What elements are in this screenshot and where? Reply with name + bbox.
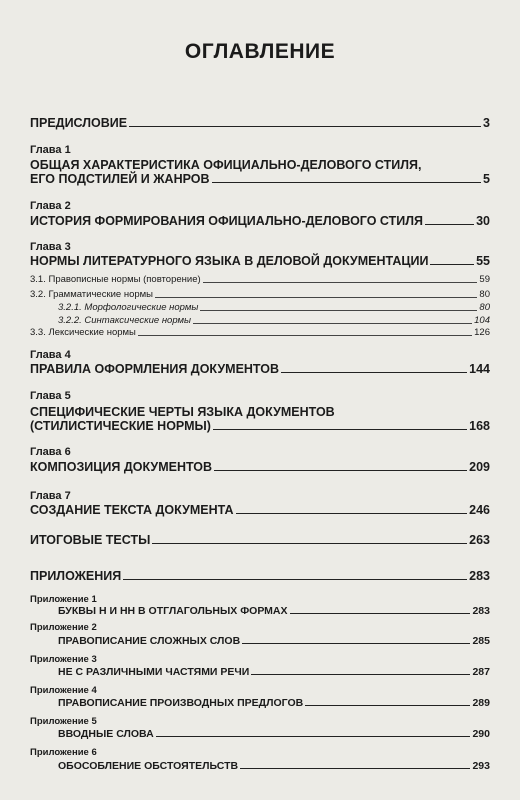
- toc-label-line2: ЕГО ПОДСТИЛЕЙ И ЖАНРОВ: [30, 172, 210, 186]
- page-title: ОГЛАВЛЕНИЕ: [184, 40, 336, 63]
- toc-label: ИСТОРИЯ ФОРМИРОВАНИЯ ОФИЦИАЛЬНО-ДЕЛОВОГО СТИЛЯ: [30, 214, 424, 228]
- dot-leader: [212, 182, 482, 183]
- dot-leader: [155, 297, 477, 298]
- dot-leader: [152, 543, 467, 544]
- dot-leader: [214, 470, 467, 471]
- chapter-number: Глава 3: [30, 241, 71, 253]
- appendix-number: Приложение 2: [30, 622, 97, 633]
- toc-page: 104: [474, 315, 490, 326]
- toc-label-line1: СПЕЦИФИЧЕСКИЕ ЧЕРТЫ ЯЗЫКА ДОКУМЕНТОВ: [30, 405, 335, 419]
- toc-label: ОБОСОБЛЕНИЕ ОБСТОЯТЕЛЬСТВ: [58, 760, 239, 772]
- toc-label: 3.3. Лексические нормы: [30, 327, 136, 338]
- toc-page: 287: [472, 666, 490, 678]
- toc-entry-appendix-5[interactable]: [58, 728, 490, 740]
- toc-entry-appendix-4[interactable]: [58, 697, 490, 709]
- toc-entry-chapter-2[interactable]: [30, 214, 490, 228]
- toc-subentry[interactable]: [30, 327, 490, 338]
- dot-leader: [251, 674, 470, 675]
- toc-page: 290: [472, 728, 490, 740]
- toc-label: СОЗДАНИЕ ТЕКСТА ДОКУМЕНТА: [30, 503, 234, 517]
- toc-label-line1: ОБЩАЯ ХАРАКТЕРИСТИКА ОФИЦИАЛЬНО-ДЕЛОВОГО СТИЛЯ,: [30, 158, 422, 172]
- toc-subsubentry[interactable]: [58, 302, 490, 313]
- appendix-number: Приложение 6: [30, 747, 97, 758]
- toc-page: 209: [469, 460, 490, 474]
- toc-entry-appendix-1[interactable]: [58, 605, 490, 617]
- toc-label: ПРИЛОЖЕНИЯ: [30, 569, 122, 583]
- dot-leader: [138, 335, 472, 336]
- dot-leader: [430, 264, 474, 265]
- toc-label: 3.2.1. Морфологические нормы: [58, 302, 199, 313]
- toc-entry-preface[interactable]: [30, 116, 490, 130]
- toc-subsubentry[interactable]: [58, 315, 490, 326]
- toc-label: 3.2. Грамматические нормы: [30, 289, 153, 300]
- toc-page: 30: [476, 214, 490, 228]
- toc-subentry[interactable]: [30, 289, 490, 300]
- toc-label: НЕ С РАЗЛИЧНЫМИ ЧАСТЯМИ РЕЧИ: [58, 666, 250, 678]
- appendix-number: Приложение 3: [30, 654, 97, 665]
- toc-entry-appendix-3[interactable]: [58, 666, 490, 678]
- toc-label: ПРАВОПИСАНИЕ СЛОЖНЫХ СЛОВ: [58, 635, 241, 647]
- toc-entry-chapter-1[interactable]: [30, 172, 490, 186]
- toc-subentry[interactable]: [30, 274, 490, 285]
- toc-entry-appendices[interactable]: [30, 569, 490, 583]
- chapter-number: Глава 5: [30, 390, 71, 402]
- toc-page: 293: [472, 760, 490, 772]
- chapter-number: Глава 1: [30, 144, 71, 156]
- toc-label: ПРАВОПИСАНИЕ ПРОИЗВОДНЫХ ПРЕДЛОГОВ: [58, 697, 304, 709]
- toc-label: БУКВЫ Н И НН В ОТГЛАГОЛЬНЫХ ФОРМАХ: [58, 605, 288, 617]
- toc-page: 283: [472, 605, 490, 617]
- toc-label: НОРМЫ ЛИТЕРАТУРНОГО ЯЗЫКА В ДЕЛОВОЙ ДОКУМЕНТАЦИИ: [30, 254, 429, 268]
- dot-leader: [425, 224, 474, 225]
- appendix-number: Приложение 4: [30, 685, 97, 696]
- toc-page: 285: [472, 635, 490, 647]
- dot-leader: [305, 705, 470, 706]
- toc-entry-tests[interactable]: [30, 533, 490, 547]
- dot-leader: [200, 310, 477, 311]
- chapter-number: Глава 2: [30, 200, 71, 212]
- toc-page: 80: [479, 302, 490, 313]
- toc-page: 80: [479, 289, 490, 300]
- dot-leader: [123, 579, 467, 580]
- toc-page: 283: [469, 569, 490, 583]
- dot-leader: [240, 768, 470, 769]
- toc-page: 289: [472, 697, 490, 709]
- dot-leader: [290, 613, 471, 614]
- toc-page: 246: [469, 503, 490, 517]
- toc-page: 3: [483, 116, 490, 130]
- toc-page: 59: [479, 274, 490, 285]
- dot-leader: [213, 429, 467, 430]
- dot-leader: [281, 372, 467, 373]
- toc-entry-appendix-6[interactable]: [58, 760, 490, 772]
- toc-entry-chapter-6[interactable]: [30, 460, 490, 474]
- toc-entry-chapter-5[interactable]: [30, 419, 490, 433]
- toc-page: 263: [469, 533, 490, 547]
- toc-page: 55: [476, 254, 490, 268]
- toc-label: ВВОДНЫЕ СЛОВА: [58, 728, 154, 740]
- toc-label: 3.2.2. Синтаксические нормы: [58, 315, 192, 326]
- chapter-number: Глава 7: [30, 490, 71, 502]
- chapter-number: Глава 6: [30, 446, 71, 458]
- dot-leader: [203, 282, 478, 283]
- toc-label: 3.1. Правописные нормы (повторение): [30, 274, 201, 285]
- dot-leader: [193, 323, 472, 324]
- toc-label-line2: (СТИЛИСТИЧЕСКИЕ НОРМЫ): [30, 419, 211, 433]
- appendix-number: Приложение 5: [30, 716, 97, 727]
- toc-page: 168: [469, 419, 490, 433]
- toc-label: ПРАВИЛА ОФОРМЛЕНИЯ ДОКУМЕНТОВ: [30, 362, 280, 376]
- toc-page: 126: [474, 327, 490, 338]
- toc-entry-chapter-7[interactable]: [30, 503, 490, 517]
- toc-page: 144: [469, 362, 490, 376]
- toc-label: КОМПОЗИЦИЯ ДОКУМЕНТОВ: [30, 460, 213, 474]
- toc-label: ПРЕДИСЛОВИЕ: [30, 116, 128, 130]
- dot-leader: [242, 643, 470, 644]
- toc-entry-appendix-2[interactable]: [58, 635, 490, 647]
- toc-label: ИТОГОВЫЕ ТЕСТЫ: [30, 533, 151, 547]
- dot-leader: [129, 126, 481, 127]
- toc-entry-chapter-3[interactable]: [30, 254, 490, 268]
- toc-entry-chapter-4[interactable]: [30, 362, 490, 376]
- dot-leader: [156, 736, 471, 737]
- chapter-number: Глава 4: [30, 349, 71, 361]
- toc-page: 5: [483, 172, 490, 186]
- appendix-number: Приложение 1: [30, 594, 97, 605]
- dot-leader: [236, 513, 468, 514]
